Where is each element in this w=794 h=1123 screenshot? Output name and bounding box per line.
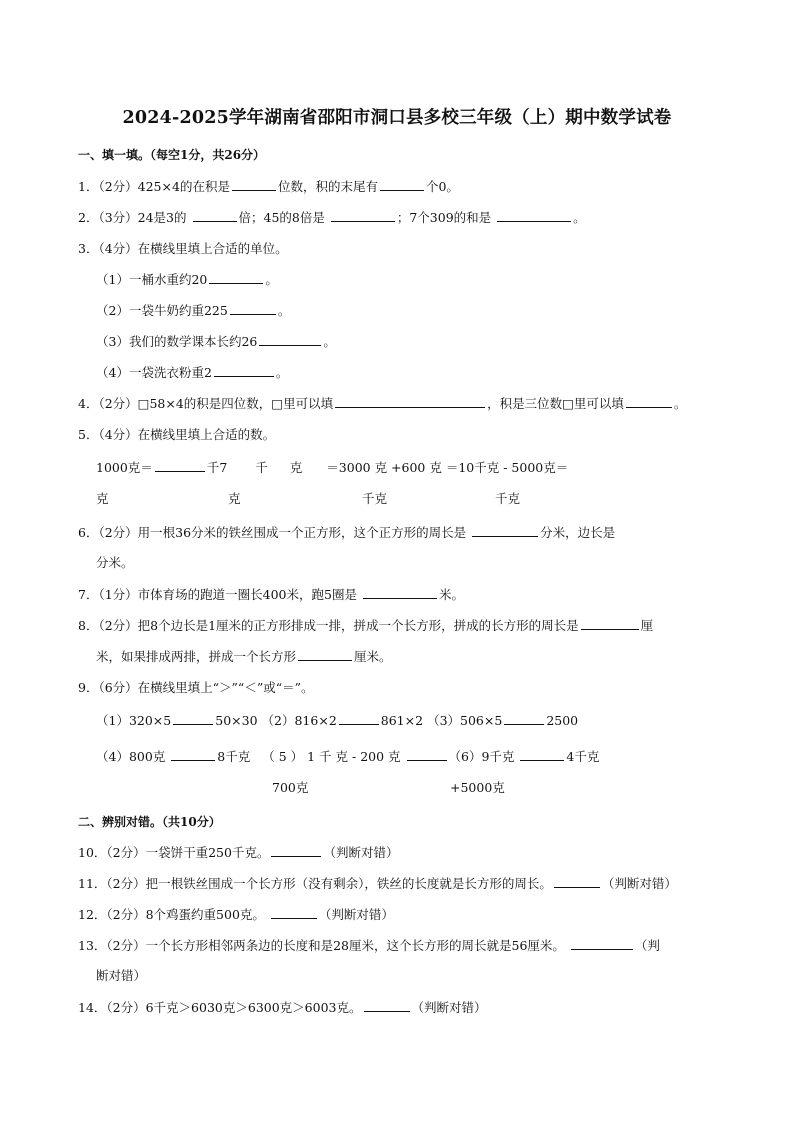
question-3-part-1: （1）一桶水重约20 。 xyxy=(96,272,278,287)
answer-blank[interactable] xyxy=(214,364,274,377)
answer-blank[interactable] xyxy=(298,648,352,661)
answer-blank[interactable] xyxy=(271,906,317,919)
question-3-part-3: （3）我们的数学课本长约26 。 xyxy=(96,334,336,349)
question-14: 14．（2分）6千克＞6030克＞6300克＞6003克。 （判断对错） xyxy=(78,1000,487,1015)
answer-blank[interactable] xyxy=(364,999,410,1012)
question-11: 11．（2分）把一根铁丝围成一个长方形（没有剩余），铁丝的长度就是长方形的周长。 （判断对错） xyxy=(78,876,677,891)
answer-blank[interactable] xyxy=(209,271,263,284)
unit-label: 700克 xyxy=(272,780,309,795)
question-7: 7．（1分）市体育场的跑道一圈长400米，跑5圈是 米。 xyxy=(78,587,464,602)
question-1: 1．（2分）425×4的在积是 位数，积的末尾有 个0。 xyxy=(78,179,459,194)
question-6: 6．（2分）用一根36分米的铁丝围成一个正方形，这个正方形的周长是 分米，边长是 xyxy=(78,525,616,540)
answer-blank[interactable] xyxy=(380,178,424,191)
question-9: 9．（6分）在横线里填上“＞”“＜”或“＝”。 xyxy=(78,680,314,695)
answer-blank[interactable] xyxy=(363,586,437,599)
answer-blank[interactable] xyxy=(271,844,321,857)
answer-blank[interactable] xyxy=(331,209,395,222)
question-13-cont: 断对错） xyxy=(96,968,147,983)
page-title: 2024-2025学年湖南省邵阳市洞口县多校三年级（上）期中数学试卷 xyxy=(122,108,672,128)
answer-blank[interactable] xyxy=(232,178,276,191)
answer-blank[interactable] xyxy=(230,302,276,315)
unit-label: 克 xyxy=(96,491,109,506)
answer-blank[interactable] xyxy=(335,395,485,408)
answer-blank[interactable] xyxy=(504,712,544,725)
answer-blank[interactable] xyxy=(520,748,564,761)
question-4: 4．（2分）□58×4的积是四位数，□里可以填 ，积是三位数□里可以填 。 xyxy=(78,396,687,411)
question-5: 5．（4分）在横线里填上合适的数。 xyxy=(78,427,276,442)
question-5-row-1: 1000克＝ 千7 千 克 ＝3000 克 +600 克 ＝10千克 - 5000克＝ xyxy=(96,460,569,475)
answer-blank[interactable] xyxy=(339,712,379,725)
unit-label: 千克 xyxy=(362,491,388,506)
question-12: 12．（2分）8个鸡蛋约重500克。 （判断对错） xyxy=(78,907,394,922)
question-6-cont: 分米。 xyxy=(96,555,134,570)
answer-blank[interactable] xyxy=(626,395,672,408)
answer-blank[interactable] xyxy=(171,748,215,761)
section-heading-true-false: 二、辨别对错。（共10分） xyxy=(78,815,221,829)
question-3-part-4: （4）一袋洗衣粉重2 。 xyxy=(96,365,289,380)
section-heading-fill-in: 一、填一填。（每空1分，共26分） xyxy=(78,148,266,162)
answer-blank[interactable] xyxy=(259,333,321,346)
question-9-row-1: （1）320×5 50×30 （2）816×2 861×2 （3）506×5 2500 xyxy=(96,713,579,728)
answer-blank[interactable] xyxy=(581,617,639,630)
answer-blank[interactable] xyxy=(193,209,237,222)
unit-label: 克 xyxy=(228,491,241,506)
answer-blank[interactable] xyxy=(173,712,213,725)
answer-blank[interactable] xyxy=(497,209,571,222)
answer-blank[interactable] xyxy=(407,748,447,761)
answer-blank[interactable] xyxy=(571,937,633,950)
question-8-cont: 米，如果排成两排，拼成一个长方形 厘米。 xyxy=(96,649,392,664)
answer-blank[interactable] xyxy=(554,875,600,888)
question-8: 8．（2分）把8个边长是1厘米的正方形排成一排，拼成一个长方形，拼成的长方形的周长是 厘 xyxy=(78,618,654,633)
question-13: 13．（2分）一个长方形相邻两条边的长度和是28厘米，这个长方形的周长就是56厘米。 （判 xyxy=(78,938,660,953)
question-2: 2．（3分）24是3的 倍；45的8倍是 ；7个309的和是 。 xyxy=(78,210,586,225)
question-3-part-2: （2）一袋牛奶约重225 。 xyxy=(96,303,291,318)
answer-blank[interactable] xyxy=(472,524,538,537)
question-3: 3．（4分）在横线里填上合适的单位。 xyxy=(78,241,288,256)
unit-label: +5000克 xyxy=(450,780,505,795)
question-9-row-2: （4）800克 8千克 （ 5 ） 1 千 克 - 200 克 （6）9千克 4千克 xyxy=(96,749,600,764)
unit-label: 千克 xyxy=(495,491,521,506)
question-10: 10．（2分）一袋饼干重250千克。 （判断对错） xyxy=(78,845,399,860)
answer-blank[interactable] xyxy=(155,459,205,472)
